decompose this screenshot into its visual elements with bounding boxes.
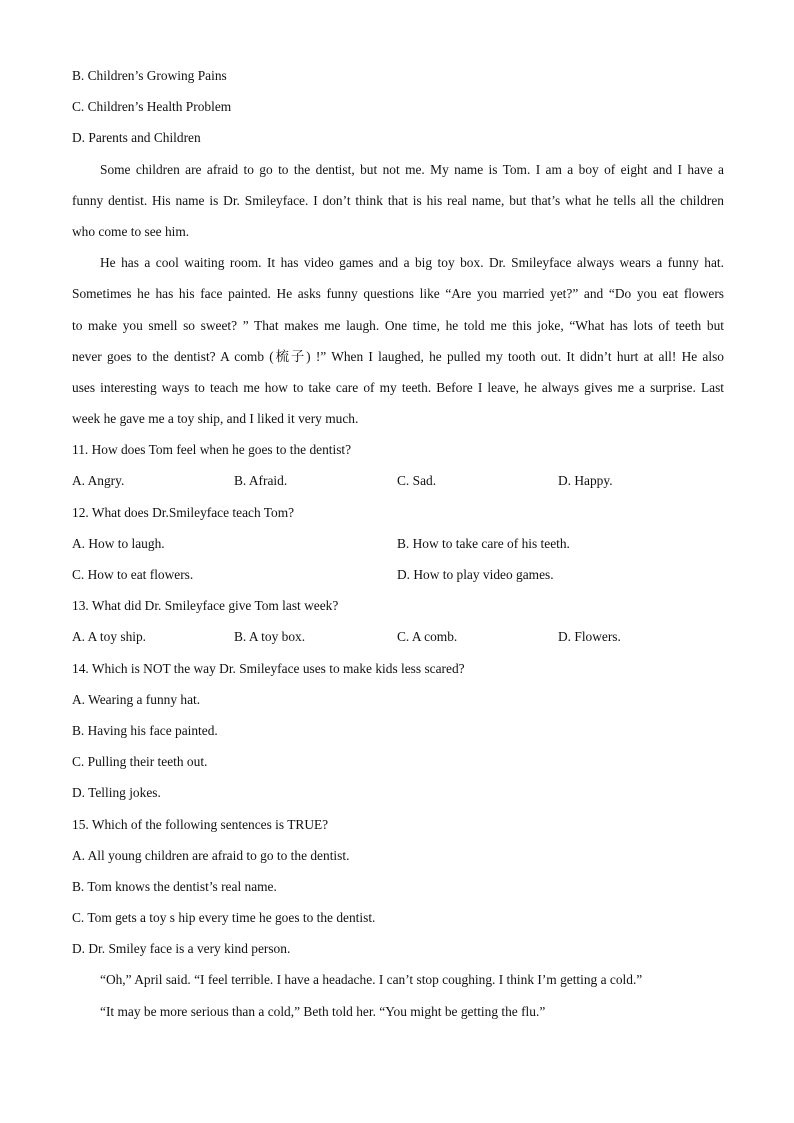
question-14-option-b: B. Having his face painted.: [72, 722, 218, 738]
next-passage-line: “Oh,” April said. “I feel terrible. I have a headache. I can’t stop coughing. I think I’m getting a cold.”: [100, 972, 643, 988]
question-12-option-b: B. How to take care of his teeth.: [397, 535, 570, 551]
question-13-option-a: A. A toy ship.: [72, 629, 147, 645]
passage-line: week he gave me a toy ship, and I liked it very much.: [72, 411, 359, 427]
question-13-options: [72, 621, 724, 652]
question-13-option-b: B. A toy box.: [234, 629, 306, 645]
question-11-option-b: B. Afraid.: [234, 473, 288, 489]
document-page: [72, 60, 724, 1027]
question-12-options-row-1: [72, 528, 724, 559]
question-13-option-d: D. Flowers.: [558, 629, 621, 645]
option-c-prev: C. Children’s Health Problem: [72, 99, 232, 115]
question-11-option-a: A. Angry.: [72, 473, 125, 489]
question-12-option-a: A. How to laugh.: [72, 535, 165, 551]
question-13-option-c: C. A comb.: [397, 629, 458, 645]
passage-line: funny dentist. His name is Dr. Smileyface. I don’t think that is his real name, but that’s what he tells all the children: [72, 192, 724, 208]
question-11-options: [72, 465, 724, 496]
question-11-option-c: C. Sad.: [397, 473, 437, 489]
option-d-prev: D. Parents and Children: [72, 130, 201, 146]
option-b-prev: B. Children’s Growing Pains: [72, 68, 227, 83]
question-14-option-a: A. Wearing a funny hat.: [72, 691, 201, 707]
question-12-stem: 12. What does Dr.Smileyface teach Tom?: [72, 504, 295, 520]
passage-paragraph-2: [72, 247, 724, 434]
passage-line: He has a cool waiting room. It has video games and a big toy box. Dr. Smileyface always wears a funny hat.: [100, 255, 724, 271]
question-14-option-d: D. Telling jokes.: [72, 785, 161, 801]
question-15-option-c: C. Tom gets a toy s hip every time he goes to the dentist.: [72, 910, 376, 926]
question-15-stem: 15. Which of the following sentences is TRUE?: [72, 816, 329, 832]
question-12-option-c: C. How to eat flowers.: [72, 567, 194, 582]
question-15-option-b: B. Tom knows the dentist’s real name.: [72, 878, 277, 894]
next-passage-line: “It may be more serious than a cold,” Beth told her. “You might be getting the flu.”: [100, 1003, 546, 1019]
question-13-stem: 13. What did Dr. Smileyface give Tom last week?: [72, 598, 339, 614]
passage-line: never goes to the dentist? A comb (梳子) !” When I laughed, he pulled my tooth out. It didn’t hurt at all! He also: [72, 348, 724, 364]
question-11-option-d: D. Happy.: [558, 473, 613, 489]
passage-line: to make you smell so sweet? ” That makes me laugh. One time, he told me this joke, “What has lots of teeth but: [72, 317, 724, 333]
question-11-stem: 11. How does Tom feel when he goes to the dentist?: [72, 442, 352, 458]
passage-line: uses interesting ways to teach me how to take care of my teeth. Before I leave, he always gives me a surprise. Last: [72, 379, 724, 395]
question-15-option-a: A. All young children are afraid to go to the dentist.: [72, 847, 350, 863]
question-12-option-d: D. How to play video games.: [397, 567, 554, 582]
question-14-option-c: C. Pulling their teeth out.: [72, 754, 208, 770]
passage-line: Sometimes he has his face painted. He asks funny questions like “Are you married yet?” and “Do you eat flowers: [72, 286, 724, 302]
question-14-stem: 14. Which is NOT the way Dr. Smileyface uses to make kids less scared?: [72, 660, 465, 676]
question-12-options-row-2: [72, 559, 724, 590]
question-15-option-d: D. Dr. Smiley face is a very kind person.: [72, 941, 291, 957]
passage-paragraph-1: [72, 154, 724, 248]
passage-line: Some children are afraid to go to the dentist, but not me. My name is Tom. I am a boy of eight and I have a: [100, 161, 724, 177]
passage-line: who come to see him.: [72, 223, 190, 239]
